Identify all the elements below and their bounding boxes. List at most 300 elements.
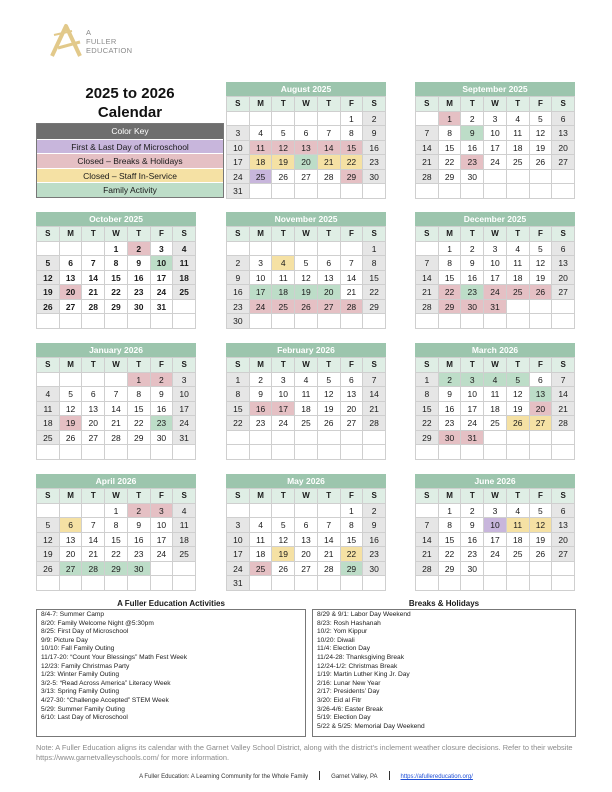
weekday-header: M <box>439 97 462 112</box>
day-cell: 1 <box>341 504 364 519</box>
empty-cell <box>105 445 128 460</box>
empty-cell <box>82 373 105 388</box>
weekday-header: W <box>484 489 507 504</box>
day-cell: 19 <box>272 155 295 170</box>
empty-cell <box>341 576 364 591</box>
day-cell: 27 <box>295 170 318 185</box>
empty-cell <box>530 314 553 329</box>
weekday-header: S <box>173 489 196 504</box>
empty-cell <box>272 431 295 446</box>
day-cell: 21 <box>82 547 105 562</box>
weekday-header: F <box>151 227 174 242</box>
empty-cell <box>552 431 575 446</box>
color-key-header: Color Key <box>37 124 223 139</box>
day-cell: 27 <box>295 562 318 577</box>
empty-cell <box>318 504 341 519</box>
day-cell: 21 <box>552 402 575 417</box>
empty-cell <box>151 314 174 329</box>
day-cell: 17 <box>151 271 174 286</box>
weekday-header: T <box>128 227 151 242</box>
weekday-header: S <box>552 489 575 504</box>
empty-cell <box>484 314 507 329</box>
empty-cell <box>37 445 60 460</box>
empty-cell <box>416 242 439 257</box>
day-cell: 21 <box>318 547 341 562</box>
month-days-grid <box>36 226 196 329</box>
day-cell: 14 <box>341 271 364 286</box>
day-cell: 21 <box>363 402 386 417</box>
month-calendar <box>415 82 575 199</box>
day-cell: 30 <box>363 562 386 577</box>
day-cell: 9 <box>128 518 151 533</box>
day-cell: 21 <box>82 285 105 300</box>
empty-cell <box>552 576 575 591</box>
day-cell: 2 <box>250 373 273 388</box>
day-cell: 17 <box>250 285 273 300</box>
weekday-header: T <box>507 227 530 242</box>
day-cell: 27 <box>60 300 83 315</box>
weekday-header: S <box>173 358 196 373</box>
footer-divider <box>319 771 320 780</box>
day-cell: 26 <box>530 547 553 562</box>
day-cell: 4 <box>173 504 196 519</box>
day-cell: 1 <box>416 373 439 388</box>
day-cell: 8 <box>439 126 462 141</box>
day-cell: 29 <box>439 562 462 577</box>
day-cell: 24 <box>227 170 250 185</box>
day-cell: 29 <box>363 300 386 315</box>
month-title: May 2026 <box>226 474 386 488</box>
weekday-header: S <box>37 227 60 242</box>
empty-cell <box>272 184 295 199</box>
footer-website-link[interactable]: https://afullereducation.org/ <box>400 774 473 780</box>
empty-cell <box>416 314 439 329</box>
weekday-header: S <box>227 97 250 112</box>
day-cell: 9 <box>461 256 484 271</box>
empty-cell <box>60 314 83 329</box>
day-cell: 10 <box>484 126 507 141</box>
month-days-grid <box>415 357 575 460</box>
empty-cell <box>82 576 105 591</box>
day-cell: 29 <box>341 562 364 577</box>
empty-cell <box>318 431 341 446</box>
day-cell: 13 <box>60 533 83 548</box>
weekday-header: T <box>461 227 484 242</box>
day-cell: 1 <box>128 373 151 388</box>
empty-cell <box>484 431 507 446</box>
day-cell: 25 <box>272 300 295 315</box>
day-cell: 5 <box>37 256 60 271</box>
day-cell: 28 <box>318 562 341 577</box>
month-calendar <box>226 343 386 460</box>
day-cell: 19 <box>37 547 60 562</box>
weekday-header: W <box>105 227 128 242</box>
day-cell: 15 <box>341 533 364 548</box>
weekday-header: M <box>439 358 462 373</box>
page-title <box>36 84 224 122</box>
day-cell: 27 <box>318 300 341 315</box>
empty-cell <box>37 314 60 329</box>
day-cell: 14 <box>552 387 575 402</box>
weekday-header: W <box>295 358 318 373</box>
day-cell: 20 <box>530 402 553 417</box>
day-cell: 12 <box>318 387 341 402</box>
empty-cell <box>272 445 295 460</box>
day-cell: 24 <box>173 416 196 431</box>
day-cell: 25 <box>250 170 273 185</box>
day-cell: 10 <box>173 387 196 402</box>
day-cell: 25 <box>507 285 530 300</box>
day-cell: 26 <box>507 416 530 431</box>
empty-cell <box>341 184 364 199</box>
day-cell: 10 <box>151 518 174 533</box>
empty-cell <box>227 445 250 460</box>
day-cell: 21 <box>105 416 128 431</box>
day-cell: 2 <box>227 256 250 271</box>
empty-cell <box>60 504 83 519</box>
day-cell: 25 <box>295 416 318 431</box>
logo-line-1: A <box>86 28 92 37</box>
empty-cell <box>173 445 196 460</box>
day-cell: 10 <box>272 387 295 402</box>
activities-item: 12/23: Family Christmas Party <box>41 662 130 670</box>
breaks-item: 11/4: Election Day <box>317 645 371 653</box>
day-cell: 25 <box>507 155 530 170</box>
day-cell: 15 <box>439 271 462 286</box>
footer-org: A Fuller Education: A Learning Community for the Whole Family <box>139 774 309 780</box>
empty-cell <box>295 445 318 460</box>
activities-item: 11/17-20: “Count Your Blessings” Math Fest Week <box>41 653 187 661</box>
month-days-grid <box>36 357 196 460</box>
day-cell: 12 <box>507 387 530 402</box>
day-cell: 7 <box>552 373 575 388</box>
day-cell: 12 <box>37 533 60 548</box>
activities-item: 9/9: Picture Day <box>41 636 88 644</box>
empty-cell <box>552 300 575 315</box>
day-cell: 3 <box>272 373 295 388</box>
day-cell: 26 <box>295 300 318 315</box>
empty-cell <box>250 504 273 519</box>
empty-cell <box>484 576 507 591</box>
day-cell: 5 <box>295 256 318 271</box>
day-cell: 24 <box>227 562 250 577</box>
day-cell: 19 <box>272 547 295 562</box>
empty-cell <box>530 170 553 185</box>
weekday-header: F <box>341 489 364 504</box>
day-cell: 3 <box>461 373 484 388</box>
empty-cell <box>227 112 250 127</box>
empty-cell <box>363 184 386 199</box>
empty-cell <box>60 242 83 257</box>
empty-cell <box>507 445 530 460</box>
empty-cell <box>363 431 386 446</box>
day-cell: 5 <box>272 518 295 533</box>
weekday-header: F <box>151 358 174 373</box>
month-days-grid <box>415 226 575 329</box>
day-cell: 18 <box>507 533 530 548</box>
day-cell: 5 <box>272 126 295 141</box>
day-cell: 16 <box>439 402 462 417</box>
empty-cell <box>250 576 273 591</box>
activities-item: 3/13: Spring Family Outing <box>41 688 120 696</box>
breaks-item: 1/19: Martin Luther King Jr. Day <box>317 671 410 679</box>
day-cell: 30 <box>227 314 250 329</box>
empty-cell <box>363 576 386 591</box>
empty-cell <box>128 314 151 329</box>
day-cell: 17 <box>173 402 196 417</box>
day-cell: 24 <box>484 285 507 300</box>
day-cell: 16 <box>363 141 386 156</box>
breaks-box <box>312 609 576 737</box>
empty-cell <box>439 184 462 199</box>
weekday-header: W <box>484 227 507 242</box>
weekday-header: S <box>416 227 439 242</box>
day-cell: 1 <box>105 242 128 257</box>
empty-cell <box>128 576 151 591</box>
breaks-item: 3/26-4/6: Easter Break <box>317 705 383 713</box>
empty-cell <box>250 431 273 446</box>
day-cell: 7 <box>105 387 128 402</box>
day-cell: 9 <box>128 256 151 271</box>
day-cell: 18 <box>295 402 318 417</box>
day-cell: 6 <box>60 518 83 533</box>
day-cell: 12 <box>295 271 318 286</box>
breaks-item: 2/17: Presidents’ Day <box>317 688 380 696</box>
day-cell: 7 <box>82 256 105 271</box>
day-cell: 12 <box>530 256 553 271</box>
weekday-header: M <box>439 489 462 504</box>
empty-cell <box>60 373 83 388</box>
empty-cell <box>507 576 530 591</box>
weekday-header: M <box>60 489 83 504</box>
day-cell: 23 <box>227 300 250 315</box>
day-cell: 30 <box>363 170 386 185</box>
empty-cell <box>341 445 364 460</box>
weekday-header: S <box>363 489 386 504</box>
day-cell: 24 <box>484 155 507 170</box>
day-cell: 4 <box>272 256 295 271</box>
empty-cell <box>530 184 553 199</box>
weekday-header: T <box>461 358 484 373</box>
day-cell: 22 <box>227 416 250 431</box>
empty-cell <box>82 504 105 519</box>
day-cell: 28 <box>105 431 128 446</box>
day-cell: 29 <box>341 170 364 185</box>
day-cell: 24 <box>272 416 295 431</box>
weekday-header: F <box>151 489 174 504</box>
day-cell: 6 <box>60 256 83 271</box>
month-days-grid <box>36 488 196 591</box>
day-cell: 5 <box>37 518 60 533</box>
day-cell: 8 <box>416 387 439 402</box>
empty-cell <box>60 576 83 591</box>
day-cell: 3 <box>484 112 507 127</box>
day-cell: 22 <box>439 155 462 170</box>
empty-cell <box>507 431 530 446</box>
day-cell: 7 <box>416 256 439 271</box>
day-cell: 22 <box>416 416 439 431</box>
day-cell: 25 <box>37 431 60 446</box>
day-cell: 13 <box>552 126 575 141</box>
breaks-item: 10/20: Diwali <box>317 636 355 644</box>
weekday-header: F <box>341 227 364 242</box>
weekday-header: F <box>530 227 553 242</box>
day-cell: 24 <box>151 547 174 562</box>
day-cell: 4 <box>484 373 507 388</box>
day-cell: 27 <box>341 416 364 431</box>
empty-cell <box>341 314 364 329</box>
weekday-header: M <box>250 97 273 112</box>
day-cell: 14 <box>318 141 341 156</box>
weekday-header: W <box>105 489 128 504</box>
day-cell: 15 <box>439 533 462 548</box>
day-cell: 18 <box>37 416 60 431</box>
day-cell: 21 <box>416 547 439 562</box>
day-cell: 24 <box>484 547 507 562</box>
empty-cell <box>173 562 196 577</box>
month-days-grid <box>415 488 575 591</box>
month-calendar <box>36 474 196 591</box>
month-calendar <box>226 82 386 199</box>
day-cell: 8 <box>105 518 128 533</box>
day-cell: 9 <box>461 518 484 533</box>
day-cell: 6 <box>295 518 318 533</box>
day-cell: 31 <box>151 300 174 315</box>
day-cell: 2 <box>461 112 484 127</box>
day-cell: 8 <box>439 256 462 271</box>
day-cell: 4 <box>250 518 273 533</box>
day-cell: 11 <box>295 387 318 402</box>
day-cell: 3 <box>227 126 250 141</box>
day-cell: 5 <box>507 373 530 388</box>
weekday-header: W <box>295 489 318 504</box>
day-cell: 18 <box>507 271 530 286</box>
activities-item: 5/29: Summer Family Outing <box>41 705 125 713</box>
weekday-header: M <box>250 358 273 373</box>
empty-cell <box>552 562 575 577</box>
weekday-header: T <box>318 97 341 112</box>
empty-cell <box>250 112 273 127</box>
color-key-closed: Closed – Breaks & Holidays <box>37 153 223 168</box>
day-cell: 30 <box>151 431 174 446</box>
empty-cell <box>295 184 318 199</box>
empty-cell <box>416 184 439 199</box>
day-cell: 10 <box>151 256 174 271</box>
day-cell: 28 <box>552 416 575 431</box>
empty-cell <box>151 562 174 577</box>
month-days-grid <box>415 96 575 199</box>
day-cell: 10 <box>250 271 273 286</box>
day-cell: 22 <box>341 547 364 562</box>
day-cell: 1 <box>363 242 386 257</box>
day-cell: 31 <box>227 184 250 199</box>
month-days-grid <box>226 488 386 591</box>
activities-item: 8/25: First Day of Microschool <box>41 628 129 636</box>
day-cell: 16 <box>461 141 484 156</box>
empty-cell <box>173 300 196 315</box>
day-cell: 23 <box>363 547 386 562</box>
day-cell: 26 <box>272 170 295 185</box>
day-cell: 12 <box>272 141 295 156</box>
day-cell: 20 <box>295 155 318 170</box>
title-year: 2025 to 2026 <box>85 85 175 102</box>
weekday-header: T <box>461 97 484 112</box>
empty-cell <box>530 445 553 460</box>
day-cell: 26 <box>37 300 60 315</box>
day-cell: 11 <box>173 518 196 533</box>
day-cell: 19 <box>507 402 530 417</box>
weekday-header: T <box>272 358 295 373</box>
day-cell: 23 <box>250 416 273 431</box>
day-cell: 23 <box>439 416 462 431</box>
day-cell: 20 <box>60 285 83 300</box>
day-cell: 19 <box>530 141 553 156</box>
empty-cell <box>341 242 364 257</box>
day-cell: 18 <box>250 155 273 170</box>
empty-cell <box>484 170 507 185</box>
weekday-header: M <box>250 489 273 504</box>
day-cell: 31 <box>227 576 250 591</box>
day-cell: 13 <box>295 141 318 156</box>
day-cell: 16 <box>128 533 151 548</box>
logo-mark-icon <box>50 22 84 58</box>
day-cell: 23 <box>363 155 386 170</box>
day-cell: 31 <box>173 431 196 446</box>
activities-item: 4/27-30: “Challenge Accepted” STEM Week <box>41 696 169 704</box>
month-title: September 2025 <box>415 82 575 96</box>
day-cell: 3 <box>227 518 250 533</box>
day-cell: 12 <box>530 126 553 141</box>
day-cell: 2 <box>439 373 462 388</box>
day-cell: 16 <box>461 271 484 286</box>
empty-cell <box>552 170 575 185</box>
day-cell: 13 <box>552 256 575 271</box>
weekday-header: S <box>363 227 386 242</box>
empty-cell <box>416 576 439 591</box>
empty-cell <box>82 314 105 329</box>
weekday-header: S <box>37 489 60 504</box>
day-cell: 28 <box>416 300 439 315</box>
day-cell: 3 <box>250 256 273 271</box>
day-cell: 9 <box>461 126 484 141</box>
empty-cell <box>507 170 530 185</box>
breaks-list <box>312 598 576 737</box>
empty-cell <box>318 314 341 329</box>
weekday-header: T <box>461 489 484 504</box>
day-cell: 28 <box>363 416 386 431</box>
empty-cell <box>227 504 250 519</box>
day-cell: 20 <box>318 285 341 300</box>
weekday-header: S <box>37 358 60 373</box>
day-cell: 10 <box>461 387 484 402</box>
day-cell: 9 <box>363 518 386 533</box>
activities-item: 6/10: Last Day of Microschool <box>41 714 128 722</box>
day-cell: 23 <box>128 285 151 300</box>
day-cell: 29 <box>128 431 151 446</box>
month-title: August 2025 <box>226 82 386 96</box>
logo-text <box>86 28 132 55</box>
day-cell: 18 <box>507 141 530 156</box>
day-cell: 7 <box>82 518 105 533</box>
day-cell: 8 <box>341 518 364 533</box>
day-cell: 6 <box>530 373 553 388</box>
day-cell: 11 <box>507 256 530 271</box>
weekday-header: M <box>60 227 83 242</box>
day-cell: 22 <box>439 547 462 562</box>
day-cell: 11 <box>37 402 60 417</box>
day-cell: 2 <box>461 504 484 519</box>
day-cell: 4 <box>295 373 318 388</box>
